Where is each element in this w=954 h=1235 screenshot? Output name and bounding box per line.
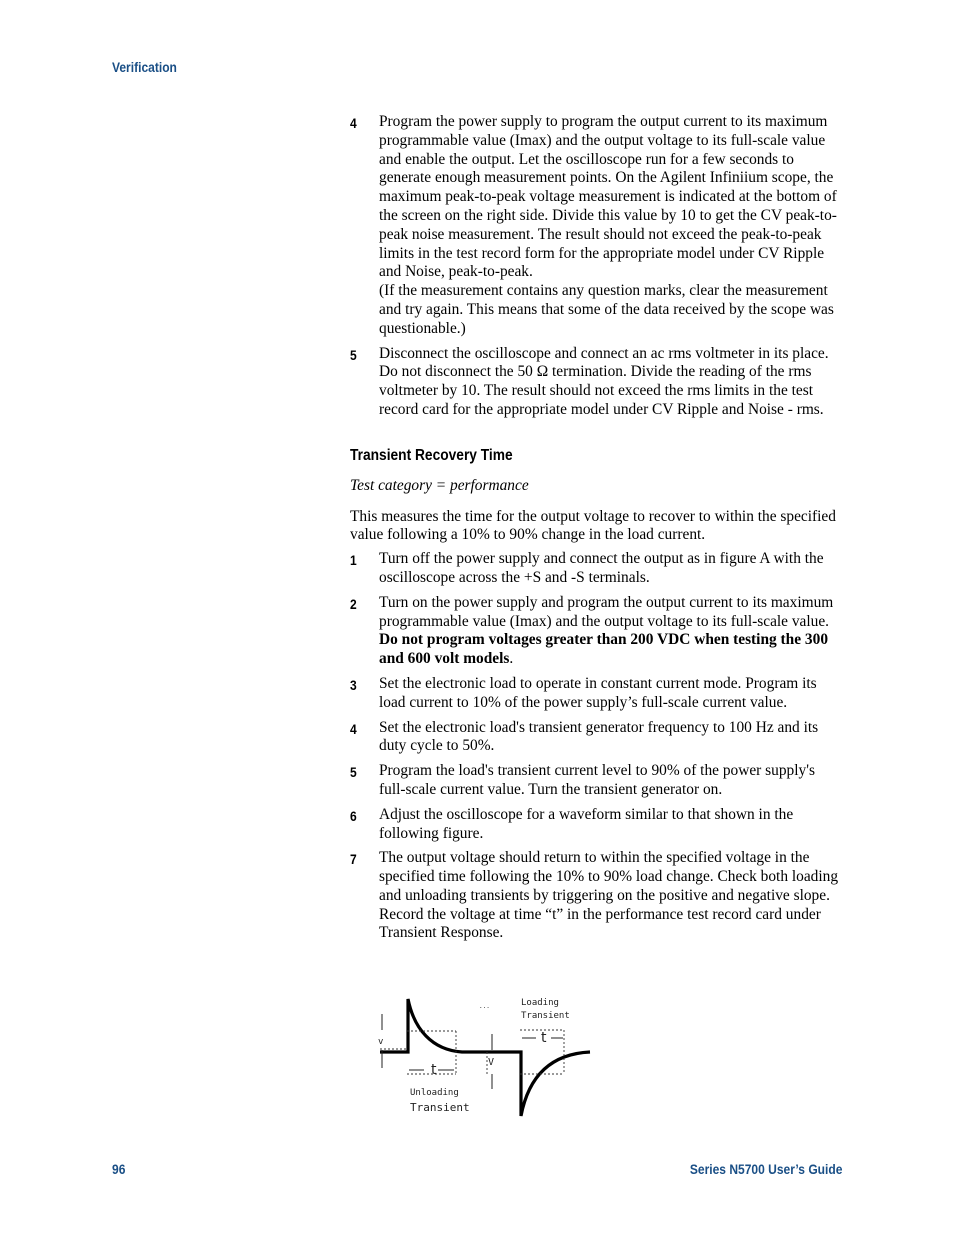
step-text: Set the electronic load's transient generator frequency to 100 Hz and its duty cycle to 50%. xyxy=(379,718,819,755)
step-text: The output voltage should return to within the specified voltage in the specified time following the 10% to 90% load change. Check both loading and unloading transients by triggering on the positive and negative slope. Record the voltage at time “t” in the performance test record card under Transient Response. xyxy=(379,849,839,942)
step-text: Disconnect the oscilloscope and connect an ac rms voltmeter in its place. Do not disconnect the 50 Ω termination. Divide the reading of the rms voltmeter by 10. The result should not exceed the rms limits in the test record card for the appropriate model under CV Ripple and Noise - rms. xyxy=(379,344,829,418)
step-number: 4 xyxy=(350,115,357,131)
t-right-label: t xyxy=(541,1030,547,1046)
step-number: 5 xyxy=(350,764,357,781)
unloading-label-line-1: Unloading xyxy=(410,1088,459,1098)
page-content xyxy=(350,113,845,949)
test-category: Test category = performance xyxy=(350,476,529,494)
running-header: Verification xyxy=(112,59,177,75)
transient-step-6 xyxy=(350,806,845,844)
transient-waveform-figure xyxy=(370,994,610,1124)
step-text: Adjust the oscilloscope for a waveform similar to that shown in the following figure. xyxy=(379,805,794,842)
step-text-plain: Turn on the power supply and program the output current to its maximum programmable value (Imax) and the output voltage to its full-scale value. xyxy=(379,593,834,630)
step-warning: Do not program voltages greater than 200 VDC when testing the 300 and 600 volt models xyxy=(379,631,829,668)
step-text xyxy=(379,594,845,669)
ellipsis-mark: ... xyxy=(479,1003,490,1010)
step-number: 6 xyxy=(350,807,357,824)
v-left-label: v xyxy=(378,1037,384,1047)
guide-title: Series N5700 User’s Guide xyxy=(689,1161,842,1177)
loading-label-line-2: Transient xyxy=(521,1011,570,1021)
section-title: Transient Recovery Time xyxy=(350,446,513,464)
transient-step-5 xyxy=(350,762,845,800)
step-number: 2 xyxy=(350,595,357,612)
cv-step-5 xyxy=(350,345,845,420)
step-note: (If the measurement contains any question marks, clear the measurement and try again. This means that some of the data received by the scope was questionable.) xyxy=(379,282,834,337)
transient-step-2 xyxy=(350,594,845,669)
step-number: 3 xyxy=(350,676,357,693)
step-text: Set the electronic load to operate in constant current mode. Program its load current to 10% of the power supply’s full-scale current value. xyxy=(379,674,817,711)
step-number: 5 xyxy=(350,346,357,363)
step-text: Turn off the power supply and connect the output as in figure A with the oscilloscope across the +S and -S terminals. xyxy=(379,550,824,586)
transient-step-1 xyxy=(350,550,845,588)
step-number: 7 xyxy=(350,851,357,868)
page-number: 96 xyxy=(112,1161,126,1177)
step-text: Program the load's transient current level to 90% of the power supply's full-scale current value. Turn the transient generator on. xyxy=(379,762,815,798)
transient-step-7 xyxy=(350,849,845,943)
t-left-label: t xyxy=(431,1062,437,1078)
loading-label-line-1: Loading xyxy=(521,998,559,1008)
step-text: Program the power supply to program the output current to its maximum programmable value (Imax) and the output voltage to its full-scale value and enable the output. Let the oscilloscope run for a few seconds to generate enough measurement points. On the Agilent Infiniium scope, the maximum peak-to-peak voltage measurement is indicated at the bottom of the screen on the right side. Divide this value by 10 to get the CV peak-to-peak noise measurement. The result should not exceed the peak-to-peak limits in the test record form for the appropriate model under CV Ripple and Noise, peak-to-peak. xyxy=(379,113,837,281)
step-number: 1 xyxy=(350,552,357,569)
transient-step-4 xyxy=(350,719,845,757)
step-number: 4 xyxy=(350,720,357,737)
cv-step-4 xyxy=(350,113,845,339)
unloading-label-line-2: Transient xyxy=(410,1101,470,1114)
step-text-tail: . xyxy=(509,650,514,668)
section-intro: This measures the time for the output voltage to recover to within the specified value following a 10% to 90% change in the load current. xyxy=(350,507,836,544)
v-right-label: V xyxy=(488,1057,495,1068)
transient-step-3 xyxy=(350,675,845,713)
